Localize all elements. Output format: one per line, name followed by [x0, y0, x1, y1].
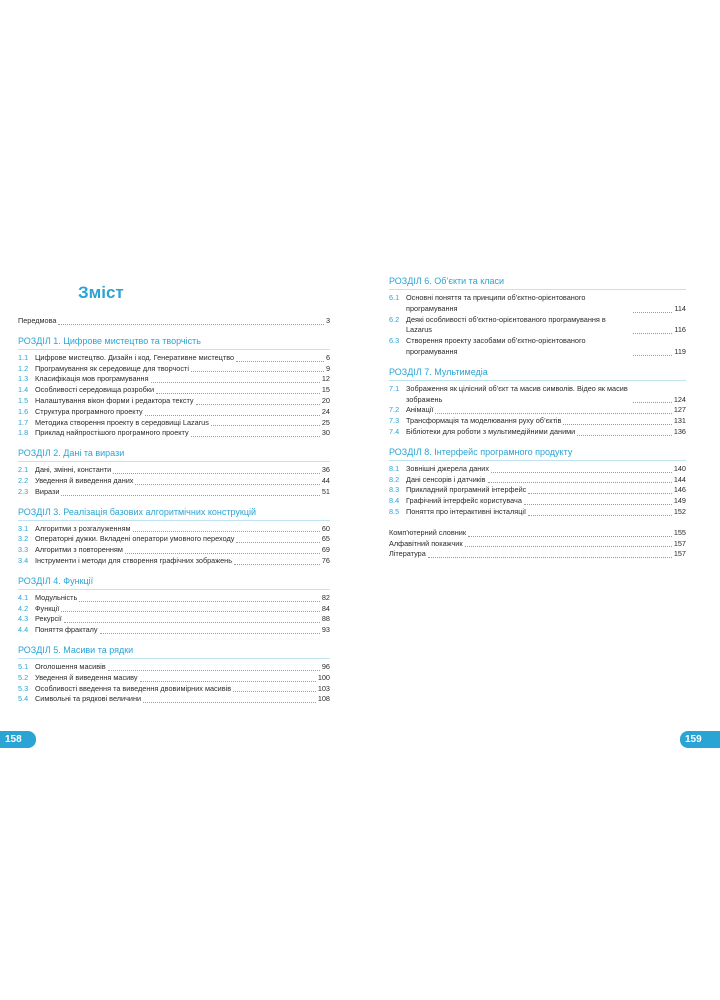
entry-text: Література: [389, 549, 426, 559]
toc-entry[interactable]: [389, 405, 686, 416]
toc-entry-backmatter[interactable]: [389, 539, 686, 550]
dot-leader: [488, 482, 672, 483]
dot-leader: [428, 557, 672, 558]
entry-number: 3.2: [18, 534, 29, 544]
toc-entry[interactable]: [18, 625, 330, 636]
dot-leader: [191, 436, 320, 437]
entry-page: 69: [321, 545, 330, 555]
dot-leader: [143, 702, 316, 703]
dot-leader: [113, 473, 320, 474]
left-page: [18, 276, 330, 705]
entry-page: 60: [321, 523, 330, 533]
toc-title: Зміст: [78, 283, 124, 302]
entry-page: 30: [321, 428, 330, 438]
entry-number: 1.2: [18, 363, 29, 373]
toc-entry[interactable]: [18, 524, 330, 535]
entry-page: 6: [325, 352, 330, 362]
entry-page: 157: [673, 549, 686, 559]
toc-entry[interactable]: [18, 465, 330, 476]
entry-page: 24: [321, 406, 330, 416]
entry-number: 1.1: [18, 352, 29, 362]
right-sections: [389, 276, 686, 518]
entry-text: Прикладний програмний інтерфейс: [406, 485, 527, 495]
entry-text: Анімації: [406, 405, 434, 415]
entry-page: 136: [673, 426, 686, 436]
dot-leader: [58, 324, 323, 325]
dot-leader: [211, 425, 320, 426]
entry-text: Функції: [35, 603, 60, 613]
section-heading: [18, 448, 330, 462]
entry-number: 1.7: [18, 417, 29, 427]
entry-text: Графічний інтерфейс користувача: [406, 496, 522, 506]
entry-text: Алфавітний покажчик: [389, 538, 463, 548]
entry-text: Бібліотеки для роботи з мультимедійними даними: [406, 426, 576, 436]
entry-number: 7.4: [389, 426, 400, 436]
entry-page: 84: [321, 603, 330, 613]
toc-entry[interactable]: [389, 485, 686, 496]
entry-number: 2.1: [18, 465, 29, 475]
section-label: РОЗДІЛ 5. Масиви та рядки: [18, 644, 134, 655]
dot-leader: [140, 681, 316, 682]
left-sections: [18, 336, 330, 705]
right-page: [389, 276, 686, 560]
entry-text: Рекурсії: [35, 614, 62, 624]
entry-page: 15: [321, 385, 330, 395]
dot-leader: [577, 435, 672, 436]
entry-text: Інструменти і методи для створення графічних зображень: [35, 555, 233, 565]
dot-leader: [79, 601, 320, 602]
dot-leader: [633, 312, 672, 313]
entry-text: Приклад найпростішого програмного проекту: [35, 428, 189, 438]
entry-page: 93: [321, 625, 330, 635]
entry-page: 152: [673, 506, 686, 516]
dot-leader: [125, 553, 320, 554]
entry-number: 6.2: [389, 314, 400, 324]
entry-number: 3.1: [18, 523, 29, 533]
toc-entry[interactable]: [18, 684, 330, 695]
entry-page: 100: [317, 672, 330, 682]
dot-leader: [196, 404, 320, 405]
dot-leader: [64, 622, 320, 623]
entry-text: Особливості введення та виведення двовимірних масивів: [35, 683, 232, 693]
toc-entry[interactable]: [389, 293, 686, 315]
toc-entry[interactable]: [389, 507, 686, 518]
entry-number: 5.1: [18, 661, 29, 671]
toc-entry[interactable]: [18, 385, 330, 396]
entry-text: Передмова: [18, 316, 57, 325]
dot-leader: [61, 495, 319, 496]
dot-leader: [233, 691, 316, 692]
toc-entry[interactable]: [18, 673, 330, 684]
entry-text: Цифрове мистецтво. Дизайн і код. Генеративне мистецтво: [35, 352, 235, 362]
entry-page: 146: [673, 485, 686, 495]
entry-text: Трансформація та моделювання руху об’єктів: [406, 416, 562, 426]
entry-page: 140: [673, 463, 686, 473]
toc-entry[interactable]: [389, 496, 686, 507]
entry-text: Особливості середовища розробки: [35, 385, 155, 395]
entry-text: Поняття фракталу: [35, 625, 98, 635]
section-label: РОЗДІЛ 4. Функції: [18, 575, 94, 586]
toc-entry-intro[interactable]: [18, 316, 330, 327]
toc-entry[interactable]: [18, 593, 330, 604]
entry-page: 157: [673, 538, 686, 548]
entry-page: 20: [321, 395, 330, 405]
toc-entry[interactable]: [18, 364, 330, 375]
dot-leader: [633, 355, 672, 356]
entry-text: Зовнішні джерела даних: [406, 463, 490, 473]
entry-page: 108: [317, 694, 330, 704]
entry-page: 114: [674, 303, 686, 313]
dot-leader: [145, 415, 320, 416]
toc-entry[interactable]: [18, 428, 330, 439]
entry-page: 124: [673, 394, 686, 404]
entry-page: 9: [325, 363, 330, 373]
section-heading: [18, 576, 330, 590]
entry-page: 12: [321, 374, 330, 384]
entry-text: Модульність: [35, 592, 78, 602]
dot-leader: [435, 413, 671, 414]
toc-entry[interactable]: [389, 475, 686, 486]
dot-leader: [236, 542, 320, 543]
entry-number: 2.2: [18, 475, 29, 485]
entry-number: 1.5: [18, 395, 29, 405]
entry-number: 7.2: [389, 405, 400, 415]
entry-text: Алгоритми з повторенням: [35, 545, 123, 555]
entry-page: 155: [673, 527, 686, 537]
toc-entry[interactable]: [18, 476, 330, 487]
entry-text: Програмування як середовище для творчості: [35, 363, 189, 373]
entry-text: Дані, змінні, константи: [35, 465, 112, 475]
toc-entry[interactable]: [18, 534, 330, 545]
entry-page: 82: [321, 592, 330, 602]
section-heading: [389, 276, 686, 290]
dot-leader: [191, 371, 324, 372]
toc-entry[interactable]: [389, 464, 686, 475]
entry-number: 6.1: [389, 293, 400, 302]
toc-entry[interactable]: [18, 396, 330, 407]
dot-leader: [633, 402, 672, 403]
entry-text: Оголошення масивів: [35, 661, 106, 671]
entry-number: 8.3: [389, 485, 400, 495]
entry-page: 51: [321, 486, 330, 496]
toc-entry-backmatter[interactable]: [389, 528, 686, 539]
toc-entry[interactable]: [389, 427, 686, 438]
toc-entry[interactable]: [389, 336, 686, 358]
section-heading: [18, 336, 330, 350]
entry-text: Основні поняття та принципи об’єктно-орієнтованого програмування: [406, 293, 586, 313]
dot-leader: [633, 333, 672, 334]
section-label: РОЗДІЛ 7. Мультимедіа: [389, 366, 488, 377]
dot-leader: [133, 531, 320, 532]
dot-leader: [528, 493, 671, 494]
toc-entry[interactable]: [18, 694, 330, 705]
entry-number: 5.2: [18, 672, 29, 682]
entry-number: 4.4: [18, 625, 29, 635]
toc-entry[interactable]: [389, 315, 686, 337]
entry-text: Вирази: [35, 486, 60, 496]
entry-number: 3.3: [18, 545, 29, 555]
dot-leader: [465, 546, 672, 547]
toc-entry[interactable]: [18, 407, 330, 418]
entry-number: 5.4: [18, 694, 29, 704]
entry-number: 3.4: [18, 555, 29, 565]
entry-page: 65: [321, 534, 330, 544]
entry-page: 44: [321, 475, 330, 485]
entry-page: 127: [673, 405, 686, 415]
dot-leader: [135, 484, 319, 485]
toc-entry[interactable]: [18, 545, 330, 556]
section-label: РОЗДІЛ 6. Об’єкти та класи: [389, 276, 505, 286]
entry-text: Дані сенсорів і датчиків: [406, 474, 486, 484]
section-label: РОЗДІЛ 8. Інтерфейс програмного продукту: [389, 446, 573, 457]
dot-leader: [563, 424, 671, 425]
section-heading: [389, 367, 686, 381]
section-label: РОЗДІЛ 3. Реалізація базових алгоритмічних конструкцій: [18, 506, 257, 517]
entry-text: Символьні та рядкові величини: [35, 694, 142, 704]
entry-page: 36: [321, 465, 330, 475]
entry-text: Структура програмного проекту: [35, 406, 143, 416]
entry-number: 1.3: [18, 374, 29, 384]
page-number-left: 158: [0, 731, 36, 748]
entry-number: 7.3: [389, 416, 400, 426]
section-label: РОЗДІЛ 2. Дані та вирази: [18, 448, 125, 459]
entry-text: Уведення й виведення масиву: [35, 672, 138, 682]
entry-text: Класифікація мов програмування: [35, 374, 149, 384]
toc-entry[interactable]: [18, 614, 330, 625]
dot-leader: [524, 504, 672, 505]
entry-text: Комп’ютерний словник: [389, 527, 467, 537]
entry-number: 8.5: [389, 506, 400, 516]
entry-text: Операторні дужки. Вкладені оператори умовного переходу: [35, 534, 235, 544]
entry-text: Створення проекту засобами об’єктно-орієнтованого програмування: [406, 336, 586, 356]
entry-number: 8.1: [389, 463, 400, 473]
toc-entry[interactable]: [18, 487, 330, 498]
entry-page: 76: [321, 555, 330, 565]
dot-leader: [61, 611, 320, 612]
toc-entry[interactable]: [18, 418, 330, 429]
dot-leader: [234, 564, 320, 565]
entry-page: 131: [673, 416, 686, 426]
entry-text: Поняття про інтерактивні інсталяції: [406, 506, 527, 516]
entry-number: 4.1: [18, 592, 29, 602]
toc-entry[interactable]: [18, 353, 330, 364]
toc-entry[interactable]: [18, 604, 330, 615]
entry-page: 144: [673, 474, 686, 484]
dot-leader: [491, 472, 672, 473]
dot-leader: [156, 393, 320, 394]
page-number-right: 159: [680, 731, 720, 748]
entry-number: 4.2: [18, 603, 29, 613]
entry-number: 8.4: [389, 496, 400, 506]
entry-text: Алгоритми з розгалуженням: [35, 523, 131, 533]
entry-page: 3: [325, 316, 330, 325]
toc-entry[interactable]: [18, 374, 330, 385]
entry-number: 2.3: [18, 486, 29, 496]
entry-text: Уведення й виведення даних: [35, 475, 134, 485]
entry-number: 4.3: [18, 614, 29, 624]
entry-page: 149: [673, 496, 686, 506]
section-heading: [18, 507, 330, 521]
entry-number: 1.6: [18, 406, 29, 416]
dot-leader: [108, 670, 320, 671]
entry-number: 5.3: [18, 683, 29, 693]
dot-leader: [236, 361, 324, 362]
section-heading: [18, 645, 330, 659]
dot-leader: [528, 515, 672, 516]
toc-entry-backmatter[interactable]: [389, 549, 686, 560]
entry-number: 6.3: [389, 336, 400, 346]
entry-text: Деякі особливості об’єктно-орієнтованого програмування в Lazarus: [406, 314, 606, 335]
entry-page: 96: [321, 661, 330, 671]
toc-entry[interactable]: [18, 662, 330, 673]
entry-page: 103: [317, 683, 330, 693]
section-heading: [389, 447, 686, 461]
toc-entry[interactable]: [389, 384, 686, 406]
entry-number: 8.2: [389, 474, 400, 484]
dot-leader: [100, 633, 320, 634]
entry-text: Налаштування вікон форми і редактора тексту: [35, 395, 194, 405]
entry-number: 7.1: [389, 383, 400, 393]
entry-page: 25: [321, 417, 330, 427]
dot-leader: [468, 536, 672, 537]
entry-number: 1.4: [18, 385, 29, 395]
entry-page: 119: [674, 346, 686, 356]
back-matter: [389, 528, 686, 560]
toc-entry[interactable]: [389, 416, 686, 427]
entry-number: 1.8: [18, 428, 29, 438]
dot-leader: [151, 382, 320, 383]
entry-page: 116: [674, 325, 686, 335]
entry-text: Методика створення проекту в середовищі Lazarus: [35, 417, 209, 427]
toc-entry[interactable]: [18, 556, 330, 567]
entry-text: Зображення як цілісний об’єкт та масив символів. Відео як масив зображень: [406, 383, 628, 404]
entry-page: 88: [321, 614, 330, 624]
section-label: РОЗДІЛ 1. Цифрове мистецтво та творчість: [18, 335, 201, 346]
